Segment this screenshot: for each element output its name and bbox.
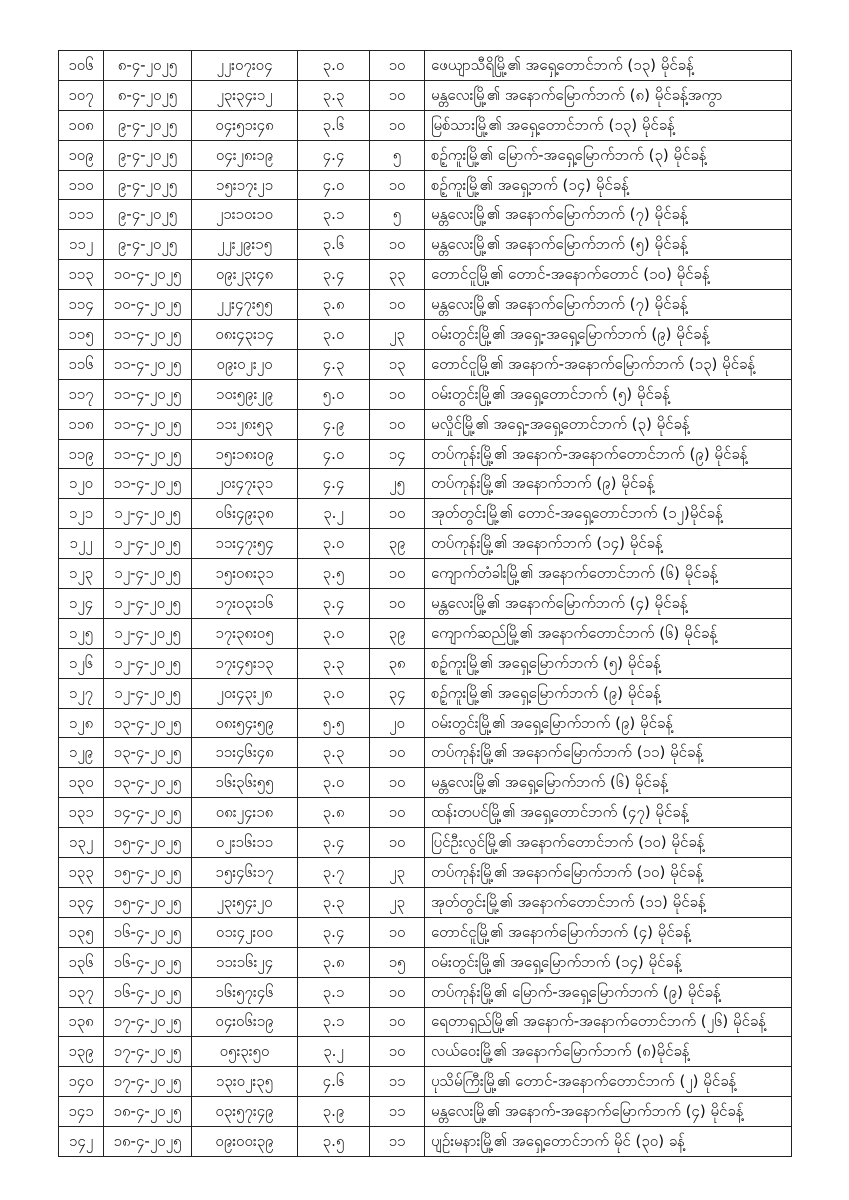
depth-cell: ၁၀ xyxy=(370,1007,425,1037)
magnitude-cell: ၅.၀ xyxy=(298,379,370,409)
magnitude-cell: ၅.၅ xyxy=(298,708,370,738)
location-cell: စဉ့်ကူးမြို့၏ မြောက်-အရှေ့မြောက်ဘက် (၃) မိုင်ခန့် xyxy=(425,140,792,170)
magnitude-cell: ၃.၃ xyxy=(298,738,370,768)
event-time-cell: ၀၂း၁၆း၁၁ xyxy=(192,828,298,858)
row-number-cell: ၁၃၉ xyxy=(59,1037,104,1067)
event-time-cell: ၁၁း၂၈း၅၃ xyxy=(192,409,298,439)
table-row xyxy=(59,469,792,499)
depth-cell: ၂၃ xyxy=(370,887,425,917)
depth-cell: ၃၄ xyxy=(370,678,425,708)
event-time-cell: ၂၂း၂၉း၁၅ xyxy=(192,230,298,260)
event-date-cell: ၁၇-၄-၂၀၂၅ xyxy=(104,1037,192,1067)
row-number-cell: ၁၂၉ xyxy=(59,738,104,768)
magnitude-cell: ၃.၄ xyxy=(298,589,370,619)
event-date-cell: ၁၂-၄-၂၀၂၅ xyxy=(104,648,192,678)
magnitude-cell: ၄.၀ xyxy=(298,439,370,469)
table-row xyxy=(59,678,792,708)
table-row xyxy=(59,887,792,917)
location-cell: မန္တလေးမြို့၏ အနောက်မြောက်ဘက် (၅) မိုင်ခန့် xyxy=(425,230,792,260)
event-date-cell: ၉-၄-၂၀၂၅ xyxy=(104,140,192,170)
row-number-cell: ၁၂၃ xyxy=(59,559,104,589)
magnitude-cell: ၃.၈ xyxy=(298,947,370,977)
table-row xyxy=(59,798,792,828)
depth-cell: ၃၈ xyxy=(370,648,425,678)
magnitude-cell: ၃.၈ xyxy=(298,798,370,828)
magnitude-cell: ၃.၀ xyxy=(298,678,370,708)
location-cell: ပျဉ်းမနားမြို့၏ အရှေ့တောင်ဘက် မိုင် (၃၀) ခန့် xyxy=(425,1127,792,1157)
event-date-cell: ၁၁-၄-၂၀၂၅ xyxy=(104,349,192,379)
depth-cell: ၁၀ xyxy=(370,798,425,828)
depth-cell: ၁၀ xyxy=(370,738,425,768)
row-number-cell: ၁၁၈ xyxy=(59,409,104,439)
table-row xyxy=(59,858,792,888)
magnitude-cell: ၃.၂ xyxy=(298,499,370,529)
location-cell: တောင်ငူမြို့၏ အနောက်-အနောက်မြောက်ဘက် (၁၃) မိုင်ခန့် xyxy=(425,349,792,379)
table-row xyxy=(59,439,792,469)
magnitude-cell: ၃.၆ xyxy=(298,230,370,260)
row-number-cell: ၁၂၀ xyxy=(59,469,104,499)
event-time-cell: ၁၅း၄၆း၁၇ xyxy=(192,858,298,888)
event-date-cell: ၉-၄-၂၀၂၅ xyxy=(104,200,192,230)
depth-cell: ၁၁ xyxy=(370,1097,425,1127)
table-row xyxy=(59,290,792,320)
event-time-cell: ၂၂း၀၇း၀၄ xyxy=(192,51,298,81)
event-time-cell: ၂၁း၁၀း၁၀ xyxy=(192,200,298,230)
event-date-cell: ၁၆-၄-၂၀၂၅ xyxy=(104,947,192,977)
magnitude-cell: ၃.၇ xyxy=(298,858,370,888)
table-row xyxy=(59,170,792,200)
location-cell: မန္တလေးမြို့၏ အနောက်မြောက်ဘက် (၇) မိုင်ခန့် xyxy=(425,200,792,230)
table-row xyxy=(59,708,792,738)
location-cell: တပ်ကုန်းမြို့၏ အနောက်ဘက် (၉) မိုင်ခန့် xyxy=(425,469,792,499)
row-number-cell: ၁၀၆ xyxy=(59,51,104,81)
depth-cell: ၁၃ xyxy=(370,349,425,379)
magnitude-cell: ၃.၄ xyxy=(298,260,370,290)
magnitude-cell: ၄.၉ xyxy=(298,409,370,439)
location-cell: ပုသိမ်ကြီးမြို့၏ တောင်-အနောက်တောင်ဘက် (၂) မိုင်ခန့် xyxy=(425,1067,792,1097)
location-cell: လယ်ဝေးမြို့၏ အနောက်မြောက်ဘက် (၈)မိုင်ခန့် xyxy=(425,1037,792,1067)
location-cell: မန္တလေးမြို့၏ အနောက်-အနောက်မြောက်ဘက် (၄) မိုင်ခန့် xyxy=(425,1097,792,1127)
depth-cell: ၂၅ xyxy=(370,469,425,499)
magnitude-cell: ၃.၄ xyxy=(298,917,370,947)
row-number-cell: ၁၃၁ xyxy=(59,798,104,828)
depth-cell: ၁၀ xyxy=(370,290,425,320)
event-date-cell: ၁၃-၄-၂၀၂၅ xyxy=(104,738,192,768)
depth-cell: ၁၄ xyxy=(370,439,425,469)
table-row xyxy=(59,977,792,1007)
location-cell: မန္တလေးမြို့၏ အနောက်မြောက်ဘက် (၇) မိုင်ခန့် xyxy=(425,290,792,320)
depth-cell: ၁၀ xyxy=(370,917,425,947)
depth-cell: ၁၀ xyxy=(370,110,425,140)
row-number-cell: ၁၁၁ xyxy=(59,200,104,230)
magnitude-cell: ၃.၆ xyxy=(298,110,370,140)
depth-cell: ၁၀ xyxy=(370,379,425,409)
row-number-cell: ၁၃၂ xyxy=(59,828,104,858)
location-cell: ပြင်ဦးလွင်မြို့၏ အနောက်တောင်ဘက် (၁၀) မိုင်ခန့် xyxy=(425,828,792,858)
location-cell: စဉ့်ကူးမြို့၏ အရှေ့ဘက် (၁၄) မိုင်ခန့် xyxy=(425,170,792,200)
depth-cell: ၃၉ xyxy=(370,618,425,648)
location-cell: တပ်ကုန်းမြို့၏ အနောက်မြောက်ဘက် (၁၁) မိုင်ခန့် xyxy=(425,738,792,768)
event-date-cell: ၁၄-၄-၂၀၂၅ xyxy=(104,798,192,828)
table-row xyxy=(59,260,792,290)
depth-cell: ၂၃ xyxy=(370,858,425,888)
table-row xyxy=(59,947,792,977)
depth-cell: ၁၀ xyxy=(370,977,425,1007)
location-cell: ဝမ်းတွင်းမြို့၏ အရှေ့မြောက်ဘက် (၁၄) မိုင်ခန့် xyxy=(425,947,792,977)
location-cell: ဝမ်းတွင်းမြို့၏ အရှေ့တောင်ဘက် (၅) မိုင်ခန့် xyxy=(425,379,792,409)
magnitude-cell: ၄.၆ xyxy=(298,1067,370,1097)
depth-cell: ၁၁ xyxy=(370,1067,425,1097)
event-time-cell: ၂၃း၅၄း၂၀ xyxy=(192,887,298,917)
row-number-cell: ၁၄၂ xyxy=(59,1127,104,1157)
location-cell: ထန်းတပင်မြို့၏ အရှေ့တောင်ဘက် (၄၇) မိုင်ခန့် xyxy=(425,798,792,828)
row-number-cell: ၁၁၉ xyxy=(59,439,104,469)
row-number-cell: ၁၁၃ xyxy=(59,260,104,290)
location-cell: တပ်ကုန်းမြို့၏ အနောက်ဘက် (၁၄) မိုင်ခန့် xyxy=(425,529,792,559)
location-cell: ဖေယျာသီရိမြို့၏ အရှေ့တောင်ဘက် (၁၃) မိုင်ခန့် xyxy=(425,51,792,81)
event-time-cell: ၀၄း၀၆း၁၉ xyxy=(192,1007,298,1037)
location-cell: ကျောက်ဆည်မြို့၏ အနောက်တောင်ဘက် (၆) မိုင်ခန့် xyxy=(425,618,792,648)
location-cell: ကျောက်တံခါးမြို့၏ အနောက်တောင်ဘက် (၆) မိုင်ခန့် xyxy=(425,559,792,589)
location-cell: အုတ်တွင်းမြို့၏ အနောက်တောင်ဘက် (၁၁) မိုင်ခန့် xyxy=(425,887,792,917)
location-cell: မန္တလေးမြို့၏ အရှေ့မြောက်ဘက် (၆) မိုင်ခန့် xyxy=(425,768,792,798)
magnitude-cell: ၃.၅ xyxy=(298,559,370,589)
depth-cell: ၂၃ xyxy=(370,320,425,350)
earthquake-table xyxy=(58,50,792,1157)
location-cell: စဉ့်ကူးမြို့၏ အရှေ့မြောက်ဘက် (၉) မိုင်ခန့် xyxy=(425,678,792,708)
event-date-cell: ၁၂-၄-၂၀၂၅ xyxy=(104,499,192,529)
row-number-cell: ၁၂၂ xyxy=(59,529,104,559)
location-cell: မန္တလေးမြို့၏ အနောက်မြောက်ဘက် (၄) မိုင်ခန့် xyxy=(425,589,792,619)
table-row xyxy=(59,738,792,768)
magnitude-cell: ၄.၃ xyxy=(298,349,370,379)
event-date-cell: ၁၈-၄-၂၀၂၅ xyxy=(104,1127,192,1157)
magnitude-cell: ၃.၁ xyxy=(298,977,370,1007)
location-cell: မလှိုင်မြို့၏ အရှေ့-အရှေ့တောင်ဘက် (၃) မိုင်ခန့် xyxy=(425,409,792,439)
depth-cell: ၃၉ xyxy=(370,529,425,559)
event-time-cell: ၀၉း၂၃း၄၈ xyxy=(192,260,298,290)
event-date-cell: ၁၁-၄-၂၀၂၅ xyxy=(104,439,192,469)
magnitude-cell: ၃.၀ xyxy=(298,320,370,350)
depth-cell: ၅ xyxy=(370,200,425,230)
table-row xyxy=(59,379,792,409)
event-time-cell: ၁၇း၀၃း၁၆ xyxy=(192,589,298,619)
event-time-cell: ၁၇း၄၅း၁၃ xyxy=(192,648,298,678)
event-date-cell: ၁၆-၄-၂၀၂၅ xyxy=(104,977,192,1007)
row-number-cell: ၁၁၅ xyxy=(59,320,104,350)
magnitude-cell: ၄.၄ xyxy=(298,140,370,170)
document-page xyxy=(58,50,791,1157)
event-time-cell: ၀၉း၀၀း၃၉ xyxy=(192,1127,298,1157)
depth-cell: ၃၃ xyxy=(370,260,425,290)
table-row xyxy=(59,1037,792,1067)
location-cell: တောင်ငူမြို့၏ အနောက်မြောက်ဘက် (၄) မိုင်ခန့် xyxy=(425,917,792,947)
location-cell: ဝမ်းတွင်းမြို့၏ အရှေ့မြောက်ဘက် (၉) မိုင်ခန့် xyxy=(425,708,792,738)
row-number-cell: ၁၂၈ xyxy=(59,708,104,738)
event-date-cell: ၁၃-၄-၂၀၂၅ xyxy=(104,768,192,798)
table-row xyxy=(59,140,792,170)
event-date-cell: ၁၇-၄-၂၀၂၅ xyxy=(104,1007,192,1037)
magnitude-cell: ၄.၄ xyxy=(298,469,370,499)
table-row xyxy=(59,409,792,439)
event-time-cell: ၁၅း၁၈း၀၉ xyxy=(192,439,298,469)
row-number-cell: ၁၁၀ xyxy=(59,170,104,200)
location-cell: တပ်ကုန်းမြို့၏ မြောက်-အရှေ့မြောက်ဘက် (၉) မိုင်ခန့် xyxy=(425,977,792,1007)
location-cell: စဉ့်ကူးမြို့၏ အရှေ့မြောက်ဘက် (၅) မိုင်ခန့် xyxy=(425,648,792,678)
event-date-cell: ၁၅-၄-၂၀၂၅ xyxy=(104,828,192,858)
table-row xyxy=(59,559,792,589)
depth-cell: ၁၀ xyxy=(370,230,425,260)
location-cell: ရေတာရှည်မြို့၏ အနောက်-အနောက်တောင်ဘက် (၂၆) မိုင်ခန့် xyxy=(425,1007,792,1037)
location-cell: တပ်ကုန်းမြို့၏ အနောက်-အနောက်တောင်ဘက် (၉) မိုင်ခန့် xyxy=(425,439,792,469)
table-row xyxy=(59,1097,792,1127)
event-date-cell: ၁၁-၄-၂၀၂၅ xyxy=(104,409,192,439)
event-date-cell: ၁၇-၄-၂၀၂၅ xyxy=(104,1067,192,1097)
magnitude-cell: ၃.၃ xyxy=(298,80,370,110)
row-number-cell: ၁၂၁ xyxy=(59,499,104,529)
location-cell: ဝမ်းတွင်းမြို့၏ အရှေ့-အရှေ့မြောက်ဘက် (၉) မိုင်ခန့် xyxy=(425,320,792,350)
event-time-cell: ၀၃း၅၇း၄၉ xyxy=(192,1097,298,1127)
event-date-cell: ၁၅-၄-၂၀၂၅ xyxy=(104,887,192,917)
magnitude-cell: ၃.၀ xyxy=(298,529,370,559)
event-time-cell: ၀၉း၀၂း၂၀ xyxy=(192,349,298,379)
depth-cell: ၁၀ xyxy=(370,768,425,798)
event-date-cell: ၁၂-၄-၂၀၂၅ xyxy=(104,678,192,708)
row-number-cell: ၁၁၂ xyxy=(59,230,104,260)
event-date-cell: ၁၆-၄-၂၀၂၅ xyxy=(104,917,192,947)
magnitude-cell: ၃.၁ xyxy=(298,1007,370,1037)
depth-cell: ၁၀ xyxy=(370,1037,425,1067)
table-row xyxy=(59,917,792,947)
depth-cell: ၂၀ xyxy=(370,708,425,738)
table-row xyxy=(59,768,792,798)
event-date-cell: ၁၀-၄-၂၀၂၅ xyxy=(104,260,192,290)
table-row xyxy=(59,589,792,619)
row-number-cell: ၁၁၄ xyxy=(59,290,104,320)
table-row xyxy=(59,110,792,140)
row-number-cell: ၁၂၄ xyxy=(59,589,104,619)
magnitude-cell: ၃.၀ xyxy=(298,618,370,648)
magnitude-cell: ၃.၀ xyxy=(298,51,370,81)
event-time-cell: ၀၁း၄၂း၀၀ xyxy=(192,917,298,947)
row-number-cell: ၁၀၇ xyxy=(59,80,104,110)
depth-cell: ၁၀ xyxy=(370,80,425,110)
event-time-cell: ၂၀း၄၃း၂၈ xyxy=(192,678,298,708)
event-date-cell: ၈-၄-၂၀၂၅ xyxy=(104,51,192,81)
table-row xyxy=(59,1007,792,1037)
event-time-cell: ၁၁း၄၇း၅၄ xyxy=(192,529,298,559)
depth-cell: ၁၀ xyxy=(370,559,425,589)
row-number-cell: ၁၃၄ xyxy=(59,887,104,917)
row-number-cell: ၁၀၉ xyxy=(59,140,104,170)
event-time-cell: ၀၆း၄၉း၃၈ xyxy=(192,499,298,529)
event-time-cell: ၂၀း၄၇း၃၁ xyxy=(192,469,298,499)
row-number-cell: ၁၄၁ xyxy=(59,1097,104,1127)
table-row xyxy=(59,230,792,260)
event-time-cell: ၀၅း၃း၅၀ xyxy=(192,1037,298,1067)
depth-cell: ၁၁ xyxy=(370,1127,425,1157)
table-row xyxy=(59,499,792,529)
magnitude-cell: ၃.၃ xyxy=(298,648,370,678)
row-number-cell: ၁၁၇ xyxy=(59,379,104,409)
location-cell: တောင်ငူမြို့၏ တောင်-အနောက်တောင် (၁၀) မိုင်ခန့် xyxy=(425,260,792,290)
event-date-cell: ၁၀-၄-၂၀၂၅ xyxy=(104,290,192,320)
magnitude-cell: ၃.၁ xyxy=(298,200,370,230)
row-number-cell: ၁၃၆ xyxy=(59,947,104,977)
row-number-cell: ၁၁၆ xyxy=(59,349,104,379)
event-date-cell: ၁၂-၄-၂၀၂၅ xyxy=(104,559,192,589)
depth-cell: ၁၅ xyxy=(370,947,425,977)
event-date-cell: ၁၂-၄-၂၀၂၅ xyxy=(104,589,192,619)
row-number-cell: ၁၄၀ xyxy=(59,1067,104,1097)
magnitude-cell: ၃.၃ xyxy=(298,887,370,917)
table-body xyxy=(59,51,792,1157)
magnitude-cell: ၃.၉ xyxy=(298,1097,370,1127)
row-number-cell: ၁၃၀ xyxy=(59,768,104,798)
event-time-cell: ၀၄း၂၈း၁၉ xyxy=(192,140,298,170)
table-row xyxy=(59,349,792,379)
table-row xyxy=(59,1067,792,1097)
table-row xyxy=(59,618,792,648)
depth-cell: ၅ xyxy=(370,140,425,170)
location-cell: အုတ်တွင်းမြို့၏ တောင်-အရှေ့တောင်ဘက် (၁၂)မိုင်ခန့် xyxy=(425,499,792,529)
row-number-cell: ၁၃၈ xyxy=(59,1007,104,1037)
location-cell: မြစ်သားမြို့၏ အရှေ့တောင်ဘက် (၁၃) မိုင်ခန့် xyxy=(425,110,792,140)
event-time-cell: ၀၈း၄၃း၁၄ xyxy=(192,320,298,350)
depth-cell: ၁၀ xyxy=(370,828,425,858)
event-time-cell: ၁၃း၀၂း၃၅ xyxy=(192,1067,298,1097)
table-row xyxy=(59,320,792,350)
event-date-cell: ၈-၄-၂၀၂၅ xyxy=(104,80,192,110)
event-date-cell: ၁၂-၄-၂၀၂၅ xyxy=(104,529,192,559)
depth-cell: ၁၀ xyxy=(370,499,425,529)
magnitude-cell: ၃.၀ xyxy=(298,768,370,798)
location-cell: မန္တလေးမြို့၏ အနောက်မြောက်ဘက် (၈) မိုင်ခန့်အကွာ xyxy=(425,80,792,110)
event-time-cell: ၁၀း၅၉း၂၉ xyxy=(192,379,298,409)
row-number-cell: ၁၂၇ xyxy=(59,678,104,708)
event-time-cell: ၁၁း၄၆း၄၈ xyxy=(192,738,298,768)
event-time-cell: ၁၅း၀၈း၃၁ xyxy=(192,559,298,589)
row-number-cell: ၁၂၅ xyxy=(59,618,104,648)
event-date-cell: ၁၂-၄-၂၀၂၅ xyxy=(104,618,192,648)
event-date-cell: ၉-၄-၂၀၂၅ xyxy=(104,170,192,200)
event-time-cell: ၀၈း၅၄း၅၉ xyxy=(192,708,298,738)
event-date-cell: ၁၁-၄-၂၀၂၅ xyxy=(104,469,192,499)
magnitude-cell: ၃.၅ xyxy=(298,1127,370,1157)
event-date-cell: ၁၈-၄-၂၀၂၅ xyxy=(104,1097,192,1127)
event-date-cell: ၉-၄-၂၀၂၅ xyxy=(104,230,192,260)
table-row xyxy=(59,529,792,559)
event-date-cell: ၁၃-၄-၂၀၂၅ xyxy=(104,708,192,738)
table-row xyxy=(59,828,792,858)
event-time-cell: ၀၈း၂၄း၁၈ xyxy=(192,798,298,828)
depth-cell: ၁၀ xyxy=(370,589,425,619)
magnitude-cell: ၃.၄ xyxy=(298,828,370,858)
event-time-cell: ၂၂း၄၇း၅၅ xyxy=(192,290,298,320)
magnitude-cell: ၃.၂ xyxy=(298,1037,370,1067)
table-row xyxy=(59,648,792,678)
event-time-cell: ၁၅း၁၇း၂၁ xyxy=(192,170,298,200)
depth-cell: ၁၀ xyxy=(370,51,425,81)
event-time-cell: ၂၃း၃၄း၁၂ xyxy=(192,80,298,110)
row-number-cell: ၁၀၈ xyxy=(59,110,104,140)
event-time-cell: ၁၇း၃၈း၀၅ xyxy=(192,618,298,648)
location-cell: တပ်ကုန်းမြို့၏ အနောက်မြောက်ဘက် (၁၀) မိုင်ခန့် xyxy=(425,858,792,888)
row-number-cell: ၁၂၆ xyxy=(59,648,104,678)
event-date-cell: ၁၅-၄-၂၀၂၅ xyxy=(104,858,192,888)
event-date-cell: ၁၁-၄-၂၀၂၅ xyxy=(104,320,192,350)
row-number-cell: ၁၃၇ xyxy=(59,977,104,1007)
event-time-cell: ၁၆း၅၇း၄၆ xyxy=(192,977,298,1007)
table-row xyxy=(59,80,792,110)
event-time-cell: ၀၄း၅၁း၄၈ xyxy=(192,110,298,140)
table-row xyxy=(59,200,792,230)
row-number-cell: ၁၃၃ xyxy=(59,858,104,888)
event-date-cell: ၁၁-၄-၂၀၂၅ xyxy=(104,379,192,409)
depth-cell: ၁၀ xyxy=(370,409,425,439)
depth-cell: ၁၀ xyxy=(370,170,425,200)
table-row xyxy=(59,51,792,81)
magnitude-cell: ၄.၀ xyxy=(298,170,370,200)
event-date-cell: ၉-၄-၂၀၂၅ xyxy=(104,110,192,140)
event-time-cell: ၁၆း၃၆း၅၅ xyxy=(192,768,298,798)
row-number-cell: ၁၃၅ xyxy=(59,917,104,947)
table-row xyxy=(59,1127,792,1157)
magnitude-cell: ၃.၈ xyxy=(298,290,370,320)
event-time-cell: ၁၁း၁၆း၂၄ xyxy=(192,947,298,977)
